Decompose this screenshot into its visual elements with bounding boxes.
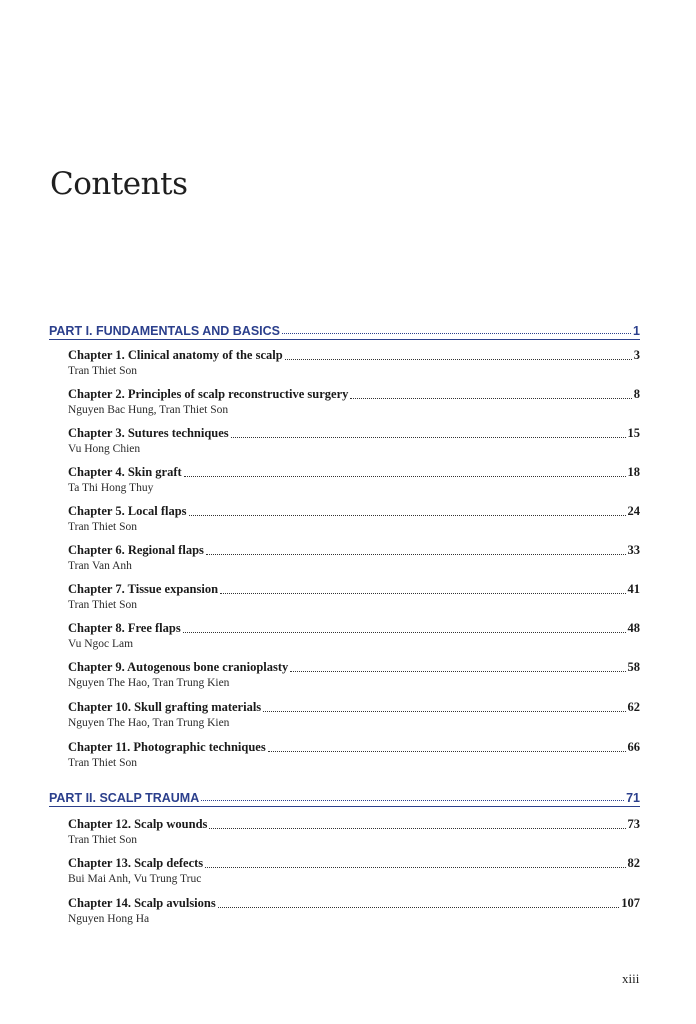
dot-leader [282,333,631,334]
dot-leader [218,907,620,908]
chapter-author: Tran Thiet Son [68,757,138,769]
chapter-page: 66 [627,740,640,754]
chapter-title: Chapter 4. Skin graft [68,465,182,479]
page-number: xiii [622,971,640,986]
chapter-title: Chapter 12. Scalp wounds [68,817,208,831]
chapter-author: Vu Hong Chien [68,443,141,455]
dot-leader [268,751,626,752]
chapter-title: Chapter 2. Principles of scalp reconstructive surgery [68,387,349,401]
page-title: Contents [50,166,188,202]
dot-leader [183,632,626,633]
dot-leader [201,800,624,801]
dot-leader [220,593,625,594]
chapter-author: Tran Thiet Son [68,365,138,377]
dot-leader [184,476,626,477]
chapter-entry[interactable] [68,426,640,456]
chapter-page: 107 [621,896,640,910]
chapter-page: 3 [633,348,640,362]
chapter-author: Nguyen Bac Hung, Tran Thiet Son [68,404,229,416]
chapter-title: Chapter 5. Local flaps [68,504,187,518]
chapter-page: 62 [627,700,640,714]
chapter-entry[interactable] [68,700,640,730]
part-page: 1 [633,324,640,338]
chapter-title: Chapter 3. Sutures techniques [68,426,229,440]
chapter-title: Chapter 8. Free flaps [68,621,181,635]
part-heading[interactable] [49,324,640,340]
dot-leader [206,554,626,555]
chapter-page: 18 [627,465,640,479]
dot-leader [285,359,632,360]
chapter-page: 15 [627,426,640,440]
chapter-author: Ta Thi Hong Thuy [68,482,154,494]
chapter-entry[interactable] [68,856,640,886]
chapter-author: Nguyen Hong Ha [68,913,150,925]
chapter-author: Tran Thiet Son [68,834,138,846]
chapter-title: Chapter 9. Autogenous bone cranioplasty [68,660,289,674]
chapter-author: Bui Mai Anh, Vu Trung Truc [68,873,202,885]
chapter-author: Nguyen The Hao, Tran Trung Kien [68,677,230,689]
chapter-page: 82 [627,856,640,870]
dot-leader [205,867,625,868]
chapter-title: Chapter 11. Photographic techniques [68,740,266,754]
chapter-page: 41 [627,582,640,596]
chapter-author: Tran Thiet Son [68,521,138,533]
dot-leader [350,398,631,399]
chapter-page: 58 [627,660,640,674]
part-heading[interactable] [49,791,640,807]
dot-leader [231,437,626,438]
chapter-entry[interactable] [68,896,640,926]
dot-leader [209,828,625,829]
chapter-entry[interactable] [68,543,640,573]
chapter-title: Chapter 1. Clinical anatomy of the scalp [68,348,283,362]
chapter-title: Chapter 14. Scalp avulsions [68,896,216,910]
dot-leader [189,515,626,516]
chapter-entry[interactable] [68,387,640,417]
chapter-page: 8 [633,387,640,401]
chapter-author: Tran Thiet Son [68,599,138,611]
chapter-title: Chapter 13. Scalp defects [68,856,204,870]
chapter-title: Chapter 10. Skull grafting materials [68,700,262,714]
part-label: PART II. SCALP TRAUMA [49,791,200,805]
dot-leader [290,671,625,672]
chapter-entry[interactable] [68,348,640,378]
part-page: 71 [626,791,640,805]
chapter-page: 24 [627,504,640,518]
chapter-entry[interactable] [68,504,640,534]
chapter-page: 73 [627,817,640,831]
chapter-entry[interactable] [68,621,640,651]
chapter-entry[interactable] [68,817,640,847]
chapter-entry[interactable] [68,582,640,612]
dot-leader [263,711,625,712]
chapter-page: 48 [627,621,640,635]
chapter-title: Chapter 6. Regional flaps [68,543,204,557]
chapter-entry[interactable] [68,660,640,690]
chapter-page: 33 [627,543,640,557]
chapter-author: Nguyen The Hao, Tran Trung Kien [68,717,230,729]
chapter-author: Vu Ngoc Lam [68,638,134,650]
part-label: PART I. FUNDAMENTALS AND BASICS [49,324,281,338]
chapter-entry[interactable] [68,465,640,495]
chapter-author: Tran Van Anh [68,560,132,572]
chapter-title: Chapter 7. Tissue expansion [68,582,219,596]
chapter-entry[interactable] [68,740,640,770]
